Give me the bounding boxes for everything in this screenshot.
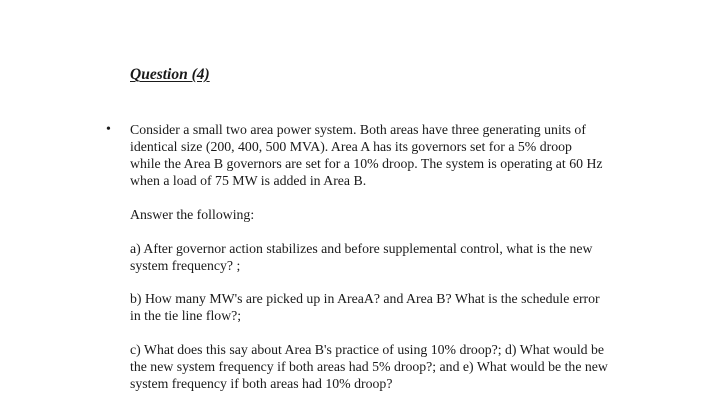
intro-line: when a load of 75 MW is added in Area B.: [130, 173, 367, 188]
intro-line: Consider a small two area power system. Both areas have three generating units of: [130, 122, 586, 137]
bullet-icon: •: [106, 122, 111, 137]
part-b-line: in the tie line flow?;: [130, 308, 242, 323]
part-a-line: a) After governor action stabilizes and before supplemental control, what is the new: [130, 241, 593, 256]
part-cde-line: c) What does this say about Area B's practice of using 10% droop?; d) What would be: [130, 342, 605, 357]
part-b-line: b) How many MW's are picked up in AreaA? and Area B? What is the schedule error: [130, 291, 600, 306]
part-cde-line: the new system frequency if both areas had 5% droop?; and e) What would be the new: [130, 359, 608, 374]
intro-line: identical size (200, 400, 500 MVA). Area A has its governors set for a 5% droop: [130, 139, 572, 154]
answer-prompt: Answer the following:: [130, 207, 255, 222]
part-cde-line: system frequency if both areas had 10% droop?: [130, 376, 393, 391]
intro-line: while the Area B governors are set for a 10% droop. The system is operating at 60 Hz: [130, 156, 603, 171]
question-heading: Question (4): [130, 66, 210, 83]
part-a-line: system frequency? ;: [130, 258, 241, 273]
